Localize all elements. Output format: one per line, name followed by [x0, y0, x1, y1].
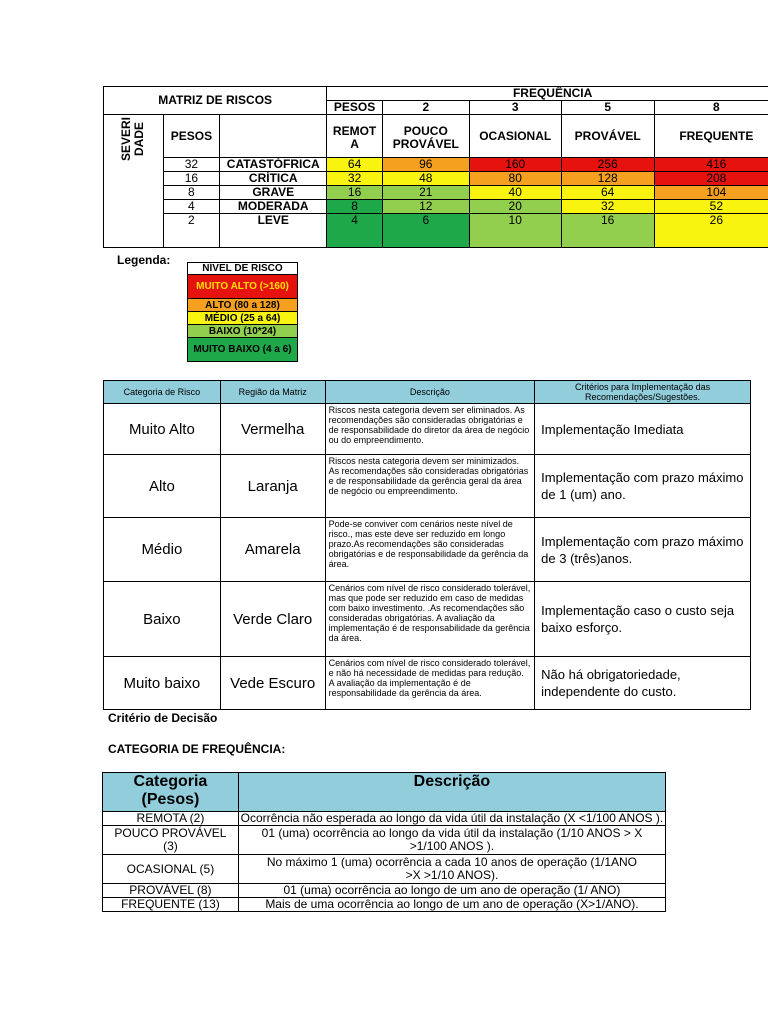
- legend-item-medium: MÉDIO (25 a 64): [188, 312, 298, 325]
- risk-category: Médio: [104, 518, 221, 582]
- freq-weight: 8: [654, 101, 768, 115]
- matrix-region: Laranja: [220, 455, 325, 518]
- criteria-header-region: Região da Matriz: [220, 381, 325, 404]
- matrix-cell: 4: [327, 214, 383, 248]
- freq-weight: 5: [561, 101, 654, 115]
- matrix-cell: 416: [654, 158, 768, 172]
- freq-name: REMOT A: [327, 115, 383, 158]
- freq-header-category: Categoria (Pesos): [103, 773, 239, 812]
- freq-category: OCASIONAL (5): [103, 855, 239, 884]
- freq-description: 01 (uma) ocorrência ao longo de um ano de operação (1/ ANO): [238, 884, 665, 898]
- table-row: [104, 657, 751, 710]
- severity-name: CATASTÓFRICA: [220, 158, 327, 172]
- empty-cell: [220, 115, 327, 158]
- risk-description: Cenários com nível de risco considerado tolerável, e não há necessidade de medidas para redução. A avaliação da implementação é de responsabilidade da gerência da área.: [325, 657, 535, 710]
- implementation-criterion: Implementação caso o custo seja baixo esforço.: [535, 582, 751, 657]
- decision-criteria-label: Critério de Decisão: [108, 711, 218, 725]
- matrix-cell: 20: [469, 200, 561, 214]
- matrix-cell: 48: [382, 172, 469, 186]
- severity-label-text: [120, 117, 146, 161]
- matrix-cell: 10: [469, 214, 561, 248]
- pesos-col-header: PESOS: [163, 115, 220, 158]
- table-row: [103, 898, 666, 912]
- matrix-cell: 160: [469, 158, 561, 172]
- freq-weight: 3: [469, 101, 561, 115]
- matrix-region: Amarela: [220, 518, 325, 582]
- criteria-header-category: Categoria de Risco: [104, 381, 221, 404]
- freq-category: REMOTA (2): [103, 812, 239, 826]
- risk-criteria-table: [103, 380, 751, 710]
- implementation-criterion: Implementação com prazo máximo de 3 (três)anos.: [535, 518, 751, 582]
- matrix-cell: 26: [654, 214, 768, 248]
- table-row: [103, 826, 666, 855]
- risk-category: Muito baixo: [104, 657, 221, 710]
- risk-category: Muito Alto: [104, 404, 221, 455]
- severity-weight: 32: [163, 158, 220, 172]
- freq-header-description: Descrição: [238, 773, 665, 812]
- matrix-cell: 8: [327, 200, 383, 214]
- criteria-header-implementation: Critérios para Implementação das Recomendações/Sugestões.: [535, 381, 751, 404]
- freq-description: 01 (uma) ocorrência ao longo da vida útil da instalação (1/10 ANOS > X >1/100 ANOS ).: [238, 826, 665, 855]
- matrix-cell: 96: [382, 158, 469, 172]
- matrix-region: Vede Escuro: [220, 657, 325, 710]
- criteria-header-description: Descrição: [325, 381, 535, 404]
- matrix-region: Vermelha: [220, 404, 325, 455]
- table-row: [103, 855, 666, 884]
- severity-weight: 16: [163, 172, 220, 186]
- matrix-cell: 64: [561, 186, 654, 200]
- freq-description: Mais de uma ocorrência ao longo de um ano de operação (X>1/ANO).: [238, 898, 665, 912]
- freq-category: PROVÁVEL (8): [103, 884, 239, 898]
- implementation-criterion: Implementação com prazo máximo de 1 (um) ano.: [535, 455, 751, 518]
- table-row: [104, 518, 751, 582]
- risk-description: Riscos nesta categoria devem ser minimizados. As recomendações são consideradas obrigatórias e de responsabilidade da gerência geral da área de negócio ou empreendimento.: [325, 455, 535, 518]
- severity-name: MODERADA: [220, 200, 327, 214]
- risk-description: Pode-se conviver com cenários neste nível de risco., mas este deve ser reduzido em longo prazo.As recomendações são consideradas obrigatórias e de responsabilidade da gerência da área.: [325, 518, 535, 582]
- freq-category: FREQUENTE (13): [103, 898, 239, 912]
- risk-description: Riscos nesta categoria devem ser eliminados. As recomendações são consideradas obrigatórias e de responsabilidade do diretor da área de negócio ou do empreendimento.: [325, 404, 535, 455]
- severity-name: GRAVE: [220, 186, 327, 200]
- legend-label: Legenda:: [117, 253, 171, 267]
- matrix-cell: 104: [654, 186, 768, 200]
- matrix-cell: 208: [654, 172, 768, 186]
- matrix-cell: 80: [469, 172, 561, 186]
- freq-description: Ocorrência não esperada ao longo da vida útil da instalação (X <1/100 ANOS ).: [238, 812, 665, 826]
- pesos-header: PESOS: [327, 101, 383, 115]
- table-row: [103, 812, 666, 826]
- severity-weight: 2: [163, 214, 220, 248]
- freq-weight: 2: [382, 101, 469, 115]
- matrix-cell: 16: [561, 214, 654, 248]
- matrix-cell: 128: [561, 172, 654, 186]
- severity-weight: 4: [163, 200, 220, 214]
- matrix-cell: 6: [382, 214, 469, 248]
- severity-line: SEVERI: [119, 117, 134, 162]
- legend-header: NÍVEL DE RISCO: [188, 263, 298, 275]
- frequency-category-table: [102, 772, 666, 912]
- matrix-title: MATRIZ DE RISCOS: [104, 87, 327, 115]
- matrix-cell: 40: [469, 186, 561, 200]
- legend-item-very-high: MUITO ALTO (>160): [188, 275, 298, 299]
- freq-name: PROVÁVEL: [561, 115, 654, 158]
- freq-category: POUCO PROVÁVEL (3): [103, 826, 239, 855]
- freq-description: No máximo 1 (uma) ocorrência a cada 10 anos de operação (1/1ANO >X >1/10 ANOS).: [238, 855, 665, 884]
- table-row: [104, 455, 751, 518]
- frequency-category-title: CATEGORIA DE FREQUÊNCIA:: [108, 742, 286, 756]
- matrix-cell: 52: [654, 200, 768, 214]
- freq-name: POUCO PROVÁVEL: [382, 115, 469, 158]
- table-row: [104, 582, 751, 657]
- implementation-criterion: Não há obrigatoriedade, independente do custo.: [535, 657, 751, 710]
- severity-line: DADE: [132, 122, 147, 157]
- legend-table: [187, 262, 298, 362]
- matrix-cell: 64: [327, 158, 383, 172]
- matrix-cell: 256: [561, 158, 654, 172]
- severity-label: [104, 115, 164, 248]
- freq-name: OCASIONAL: [469, 115, 561, 158]
- matrix-cell: 16: [327, 186, 383, 200]
- matrix-cell: 32: [561, 200, 654, 214]
- legend-item-very-low: MUITO BAIXO (4 a 6): [188, 338, 298, 362]
- severity-name: CRÍTICA: [220, 172, 327, 186]
- matrix-region: Verde Claro: [220, 582, 325, 657]
- table-row: [103, 884, 666, 898]
- frequency-header: FREQUÊNCIA: [327, 87, 768, 101]
- risk-description: Cenários com nível de risco considerado tolerável, mas que pode ser reduzido em caso de medidas com baixo investimento. .As recomendações são consideradas obrigatórias. A avaliação da implementação é de responsabilidade da gerência da área.: [325, 582, 535, 657]
- risk-category: Alto: [104, 455, 221, 518]
- matrix-cell: 12: [382, 200, 469, 214]
- freq-name: FREQUENTE: [654, 115, 768, 158]
- risk-category: Baixo: [104, 582, 221, 657]
- severity-weight: 8: [163, 186, 220, 200]
- matrix-cell: 21: [382, 186, 469, 200]
- implementation-criterion: Implementação Imediata: [535, 404, 751, 455]
- table-row: [104, 404, 751, 455]
- matrix-cell: 32: [327, 172, 383, 186]
- legend-item-low: BAIXO (10*24): [188, 325, 298, 338]
- severity-name: LEVE: [220, 214, 327, 248]
- legend-item-high: ALTO (80 a 128): [188, 299, 298, 312]
- risk-matrix-table: [103, 86, 768, 248]
